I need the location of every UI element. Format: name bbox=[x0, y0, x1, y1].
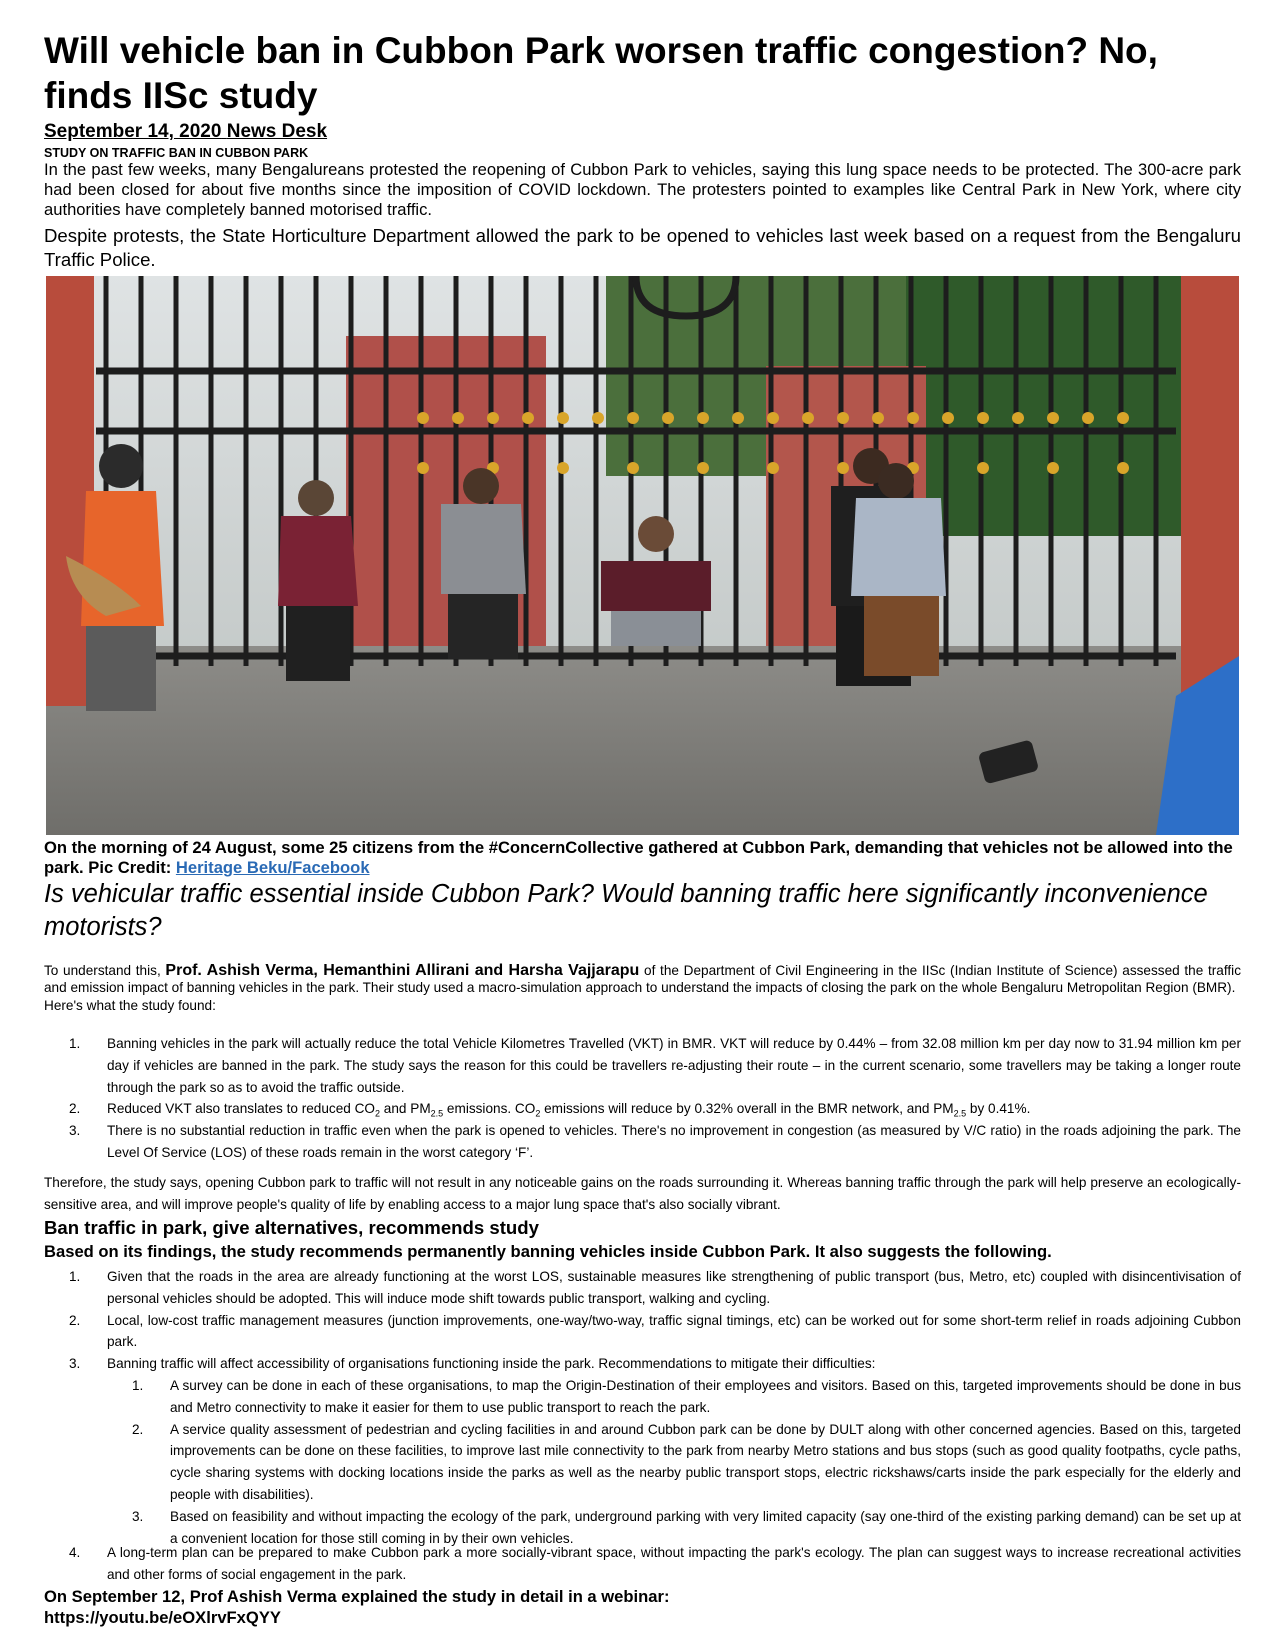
subscript: 2 bbox=[375, 1109, 381, 1120]
protest-photo-illustration bbox=[46, 276, 1239, 835]
finding-item bbox=[44, 1033, 1241, 1098]
intro-paragraph-2: Despite protests, the State Horticulture Department allowed the park to be opened to vehicles last week based on a request from the Bengaluru Traffic Police. bbox=[44, 225, 1241, 270]
subscript: 2 bbox=[535, 1109, 541, 1120]
sub-recommendation-item bbox=[44, 1375, 1241, 1419]
finding-2-part-3: emissions. CO bbox=[443, 1101, 536, 1117]
closing-note bbox=[44, 1586, 670, 1628]
webinar-link[interactable]: https://youtu.be/eOXlrvFxQYY bbox=[44, 1608, 281, 1627]
finding-2-part-4: emissions will reduce by 0.32% overall in the BMR network, and PM bbox=[540, 1101, 954, 1117]
findings-intro: Here's what the study found: bbox=[44, 997, 216, 1013]
article-date[interactable]: September 14, 2020 bbox=[44, 121, 222, 142]
recommendation-item bbox=[44, 1542, 1241, 1586]
recommendations-list-continued bbox=[44, 1542, 1241, 1586]
recommendation-item bbox=[44, 1310, 1241, 1354]
study-paragraph bbox=[44, 962, 1241, 1014]
article-title: Will vehicle ban in Cubbon Park worsen traffic congestion? No, finds IISc study bbox=[44, 30, 1158, 116]
list-number: 1. bbox=[132, 1378, 144, 1393]
findings-list bbox=[44, 1033, 1241, 1164]
intro-paragraph-1: In the past few weeks, many Bengalureans protested the reopening of Cubbon Park to vehicles, saying this lung space needs to be protected. The 300-acre park had been closed for about five months since the imposition of COVID lockdown. The protesters pointed to examples like Central Park in New York, where city authorities have completely banned motorised traffic. bbox=[44, 160, 1241, 219]
question-heading: Is vehicular traffic essential inside Cubbon Park? Would banning traffic here significantly inconvenience motorists? bbox=[44, 880, 1208, 941]
recommendation-4-text: A long-term plan can be prepared to make Cubbon park a more socially-vibrant space, without impacting the park's ecology. The plan can suggest ways to increase recreational activities and other forms of social engagement in the park. bbox=[107, 1545, 1241, 1582]
recommendation-1-text: Given that the roads in the area are already functioning at the worst LOS, sustainable measures like strengthening of public transport (bus, Metro, etc) coupled with disincentivisation of personal vehicles should be adopted. This will induce mode shift towards public transport, walking and cycling. bbox=[107, 1269, 1241, 1306]
list-number: 1. bbox=[69, 1036, 81, 1051]
therefore-paragraph: Therefore, the study says, opening Cubbon park to traffic will not result in any noticeable gains on the roads surrounding it. Whereas banning traffic through the park will help preserve an ecologically-sensitive area, and will improve people's quality of life by enabling access to a major lung space that's also socially vibrant. bbox=[44, 1175, 1241, 1212]
sub-recommendation-item bbox=[44, 1419, 1241, 1506]
finding-1-text: Banning vehicles in the park will actually reduce the total Vehicle Kilometres Travelled (VKT) in BMR. VKT will reduce by 0.44% – from 32.08 million km per day now to 31.94 million km per day if vehicles are banned in the park. The study says the reason for this could be travellers re-adjusting their route – in the current scenario, some travellers may be taking a longer route through the park so as to avoid the traffic outside. bbox=[107, 1036, 1241, 1095]
finding-2-part-1: Reduced VKT also translates to reduced CO bbox=[107, 1101, 375, 1117]
recommendation-3-text: Banning traffic will affect accessibility of organisations functioning inside the park. Recommendations to mitigate their difficulties: bbox=[107, 1356, 876, 1372]
finding-item bbox=[44, 1098, 1241, 1120]
list-number: 3. bbox=[69, 1123, 81, 1139]
list-number: 2. bbox=[132, 1421, 144, 1437]
section-heading: Ban traffic in park, give alternatives, recommends study bbox=[44, 1217, 539, 1238]
list-number: 3. bbox=[132, 1508, 144, 1524]
list-number: 3. bbox=[69, 1356, 81, 1372]
study-lead: To understand this, bbox=[44, 963, 161, 978]
caption-credit-link[interactable]: Heritage Beku/Facebook bbox=[175, 858, 370, 877]
sub-recommendation-1-text: A survey can be done in each of these organisations, to map the Origin-Destination of their employees and visitors. Based on this, targeted improvements should be done in bus and Metro connectivity to make it easier for them to use public transport to reach the park. bbox=[170, 1378, 1241, 1415]
subscript: 2.5 bbox=[953, 1109, 967, 1120]
list-number: 2. bbox=[69, 1312, 81, 1328]
article-author[interactable]: News Desk bbox=[226, 121, 328, 142]
list-number: 4. bbox=[69, 1545, 81, 1560]
sub-recommendation-3-text: Based on feasibility and without impacting the ecology of the park, underground parking with very limited capacity (say one-third of the existing parking demand) can be set up at a convenient location for those still coming in by their own vehicles. bbox=[170, 1508, 1241, 1546]
finding-2-part-2: and PM bbox=[380, 1101, 431, 1117]
photo-caption bbox=[44, 838, 1244, 878]
section-subheading: Based on its findings, the study recommends permanently banning vehicles inside Cubbon Park. It also suggests the following. bbox=[44, 1242, 1052, 1261]
finding-2-part-5: by 0.41%. bbox=[966, 1101, 1031, 1117]
list-number: 2. bbox=[69, 1101, 81, 1117]
list-number: 1. bbox=[69, 1269, 81, 1284]
caption-text: On the morning of 24 August, some 25 citizens from the #ConcernCollective gathered at Cubbon Park, demanding that vehicles not be allowed into the park. Pic Credit: bbox=[44, 838, 1233, 877]
finding-item bbox=[44, 1120, 1241, 1164]
study-description: of the Department of Civil Engineering in the IISc (Indian Institute of Science) assessed the traffic and emission impact of banning vehicles in the park. Their study used a macro-simulation approach to understand the impacts of closing the park on the whole Bengaluru Metropolitan Region (BMR). bbox=[44, 963, 1241, 996]
study-authors: Prof. Ashish Verma, Hemanthini Allirani and Harsha Vajjarapu bbox=[165, 962, 640, 979]
webinar-text: On September 12, Prof Ashish Verma explained the study in detail in a webinar: bbox=[44, 1587, 670, 1606]
article-kicker: STUDY ON TRAFFIC BAN IN CUBBON PARK bbox=[44, 146, 309, 160]
recommendation-item bbox=[44, 1266, 1241, 1310]
recommendations-list bbox=[44, 1266, 1241, 1375]
recommendation-item bbox=[44, 1353, 1241, 1375]
byline bbox=[44, 121, 327, 143]
finding-3-text: There is no substantial reduction in traffic even when the park is opened to vehicles. There's no improvement in congestion (as measured by V/C ratio) in the roads adjoining the park. The Level Of Service (LOS) of these roads remain in the worst category ‘F’. bbox=[107, 1123, 1241, 1160]
sub-recommendation-2-text: A service quality assessment of pedestrian and cycling facilities in and around Cubbon park can be done by DULT along with other concerned agencies. Based on this, targeted improvements can be done on these facilities, to improve last mile connectivity to the park from nearby Metro stations and bus stops (such as good quality footpaths, cycle paths, cycle sharing systems with docking locations inside the parks as well as the nearby public transport stops, electric rickshaws/carts inside the park especially for the elderly and people with disabilities). bbox=[170, 1421, 1241, 1502]
sub-recommendations-list bbox=[44, 1375, 1241, 1549]
protest-photo bbox=[46, 276, 1239, 835]
subscript: 2.5 bbox=[430, 1109, 444, 1120]
recommendation-2-text: Local, low-cost traffic management measures (junction improvements, one-way/two-way, traffic signal timings, etc) can be worked out for some short-term relief in roads adjoining Cubbon park. bbox=[107, 1312, 1241, 1350]
